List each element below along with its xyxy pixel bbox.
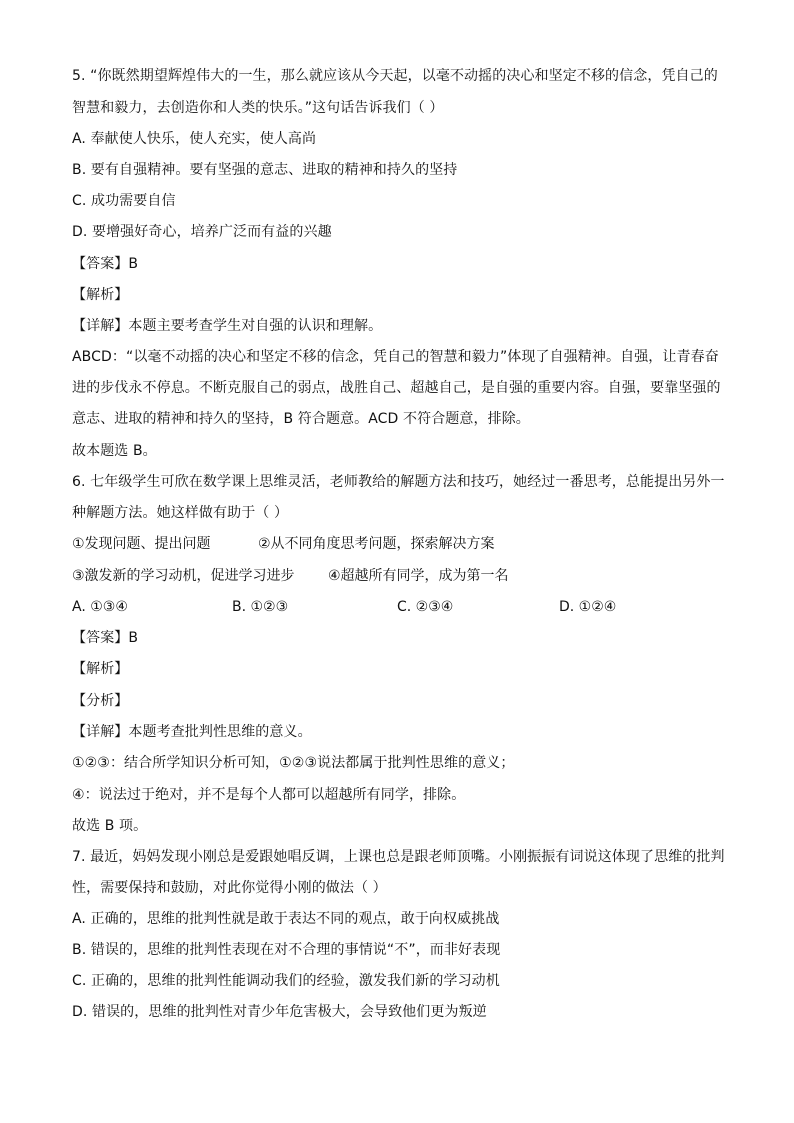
q6-item-3: ③激发新的学习动机，促进学习进步 (72, 568, 295, 584)
q7-option-a: A. 正确的，思维的批判性就是敢于表达不同的观点，敢于向权威挑战 (72, 911, 500, 927)
q6-fenxi-heading: 【分析】 (72, 693, 129, 709)
q7-stem-line1: 7. 最近，妈妈发现小刚总是爱跟她唱反调，上课也总是跟老师顶嘴。小刚振振有词说这体现了思维的批判 (72, 849, 725, 865)
q6-analysis-heading: 【解析】 (72, 661, 129, 677)
q6-item-1: ①发现问题、提出问题 (72, 536, 211, 552)
q5-answer: 【答案】B (72, 256, 139, 272)
q5-option-a: A. 奉献使人快乐，使人充实，使人高尚 (72, 131, 317, 147)
q5-explain-line1: ABCD：“以毫不动摇的决心和坚定不移的信念，凭自己的智慧和毅力”体现了自强精神。自强，让青春奋 (72, 349, 719, 365)
q6-explain-line1: ①②③：结合所学知识分析可知，①②③说法都属于批判性思维的意义； (72, 755, 515, 771)
q6-stem-line2: 种解题方法。她这样做有助于（ ） (72, 505, 289, 521)
q6-answer: 【答案】B (72, 630, 139, 646)
q6-stem-line1: 6. 七年级学生可欣在数学课上思维灵活，老师教给的解题方法和技巧，她经过一番思考，总能提出另外一 (72, 474, 725, 490)
q7-option-d: D. 错误的，思维的批判性对青少年危害极大，会导致他们更为叛逆 (72, 1004, 487, 1020)
q6-option-a: A. ①③④ (72, 599, 128, 615)
q6-item-4: ④超越所有同学，成为第一名 (328, 568, 509, 584)
q6-conclusion: 故选 B 项。 (72, 818, 148, 834)
q6-option-c: C. ②③④ (397, 599, 454, 615)
q6-explain-line2: ④：说法过于绝对，并不是每个人都可以超越所有同学，排除。 (72, 787, 466, 803)
q5-explain-line2: 进的步伐永不停息。不断克服自己的弱点，战胜自己、超越自己，是自强的重要内容。自强，要靠坚强的 (72, 380, 721, 396)
q5-stem-line2: 智慧和毅力，去创造你和人类的快乐。”这句话告诉我们（ ） (72, 100, 444, 116)
q5-option-c: C. 成功需要自信 (72, 193, 176, 209)
q6-option-d: D. ①②④ (559, 599, 617, 615)
q5-conclusion: 故本题选 B。 (72, 443, 157, 459)
q7-option-b: B. 错误的，思维的批判性表现在对不合理的事情说“不”，而非好表现 (72, 942, 501, 958)
q5-explain-line3: 意志、进取的精神和持久的坚持，B 符合题意。ACD 不符合题意，排除。 (72, 411, 530, 427)
q7-option-c: C. 正确的，思维的批判性能调动我们的经验，激发我们新的学习动机 (72, 973, 500, 989)
q5-option-b: B. 要有自强精神。要有坚强的意志、进取的精神和持久的坚持 (72, 162, 458, 178)
q5-option-d: D. 要增强好奇心，培养广泛而有益的兴趣 (72, 224, 332, 240)
q6-option-b: B. ①②③ (232, 599, 289, 615)
q6-detail: 【详解】本题考查批判性思维的意义。 (72, 724, 312, 740)
q5-detail: 【详解】本题主要考查学生对自强的认识和理解。 (72, 318, 383, 334)
q6-item-2: ②从不同角度思考问题，探索解决方案 (258, 536, 495, 552)
q5-stem-line1: 5. “你既然期望辉煌伟大的一生，那么就应该从今天起，以毫不动摇的决心和坚定不移的信念，凭自己的 (72, 68, 718, 84)
q5-analysis-heading: 【解析】 (72, 287, 129, 303)
q7-stem-line2: 性，需要保持和鼓励，对此你觉得小刚的做法（ ） (72, 880, 387, 896)
